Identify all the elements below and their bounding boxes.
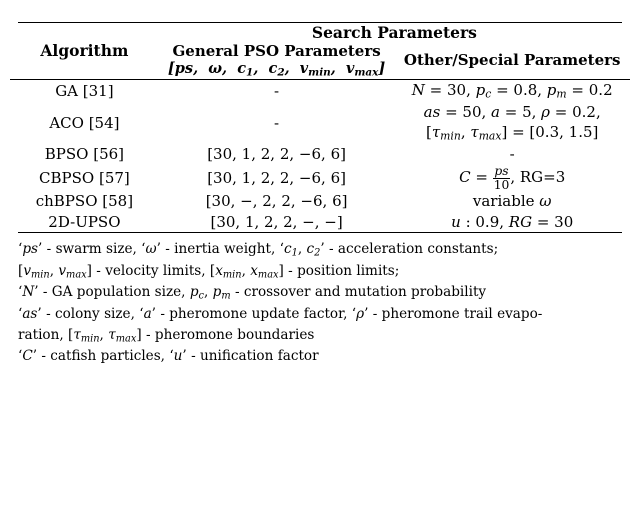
footnote-line: ‘as’ - colony size, ‘a’ - pheromone update factor, ‘ρ’ - pheromone trail evapo- — [18, 305, 543, 322]
footnote-line: ration, [$\tau_{min}$, $\tau_{max}$] - pheromone boundaries — [18, 326, 315, 344]
row-general-params: - — [274, 113, 280, 132]
row-other-params: N = 30, $p_c = 0.8$, $p_m = 0.2$ — [411, 80, 613, 101]
table-row — [10, 165, 630, 192]
row-general-params: [30, 1, 2, 2, −, −] — [210, 212, 343, 231]
row-algorithm: BPSO [56] — [44, 145, 125, 164]
table-row — [10, 80, 630, 102]
parameters-table — [10, 23, 630, 232]
row-algorithm: 2D-UPSO — [48, 212, 121, 231]
footnote-line: [$v_{min}$, $v_{max}$] - velocity limits, [$x_{min}$, $x_{max}$] - position limits; — [18, 262, 400, 280]
row-algorithm: chBPSO [58] — [35, 192, 134, 211]
header-algorithm: Algorithm — [40, 41, 129, 61]
table-row — [10, 102, 630, 145]
row-algorithm: GA [31] — [55, 81, 114, 100]
row-other-params: - — [509, 145, 515, 164]
row-other-params: C = $\frac{ps}{10}$ , RG=3 — [459, 163, 566, 192]
table-row — [10, 212, 630, 232]
row-algorithm: CBPSO [57] — [39, 168, 130, 187]
top-spacing — [10, 0, 630, 22]
footnote-line: ‘ps’ - swarm size, ‘ω’ - inertia weight, ‘$c_1$, $c_2$’ - acceleration constants; — [18, 240, 499, 259]
row-general-params: [30, −, 2, 2, −6, 6] — [205, 192, 348, 211]
header-general-pso-parameters: General PSO Parameters — [172, 42, 381, 60]
row-general-params: - — [274, 81, 280, 100]
table-row — [10, 144, 630, 164]
footnote-line: ‘N’ - GA population size, $p_c$, $p_m$ - crossover and mutation probability — [18, 284, 487, 302]
footnote-line: ‘C’ - catfish particles, ‘u’ - unification factor — [18, 348, 319, 365]
header-other-special-parameters: Other/Special Parameters — [403, 51, 621, 70]
row-general-params: [30, 1, 2, 2, −6, 6] — [207, 145, 346, 164]
row-other-params: u : 0.9, RG = 30 — [451, 212, 574, 231]
header-general-pso-param-list: [ps, ω, $c_1$, $c_2$, $v_{min}$, $v_{max}$] — [167, 60, 386, 79]
row-algorithm: ACO [54] — [49, 113, 120, 132]
row-other-params: as = 50, a = 5, ρ = 0.2, [$\tau_{min}$, $\tau_{max}] = [0.3$, 1.5] — [423, 102, 601, 143]
row-other-params: variable ω — [472, 192, 552, 211]
row-general-params: [30, 1, 2, 2, −6, 6] — [207, 168, 346, 187]
header-row-top — [10, 23, 630, 42]
table-row — [10, 191, 630, 211]
header-search-parameters: Search Parameters — [311, 23, 477, 42]
table-footnotes — [10, 233, 630, 367]
